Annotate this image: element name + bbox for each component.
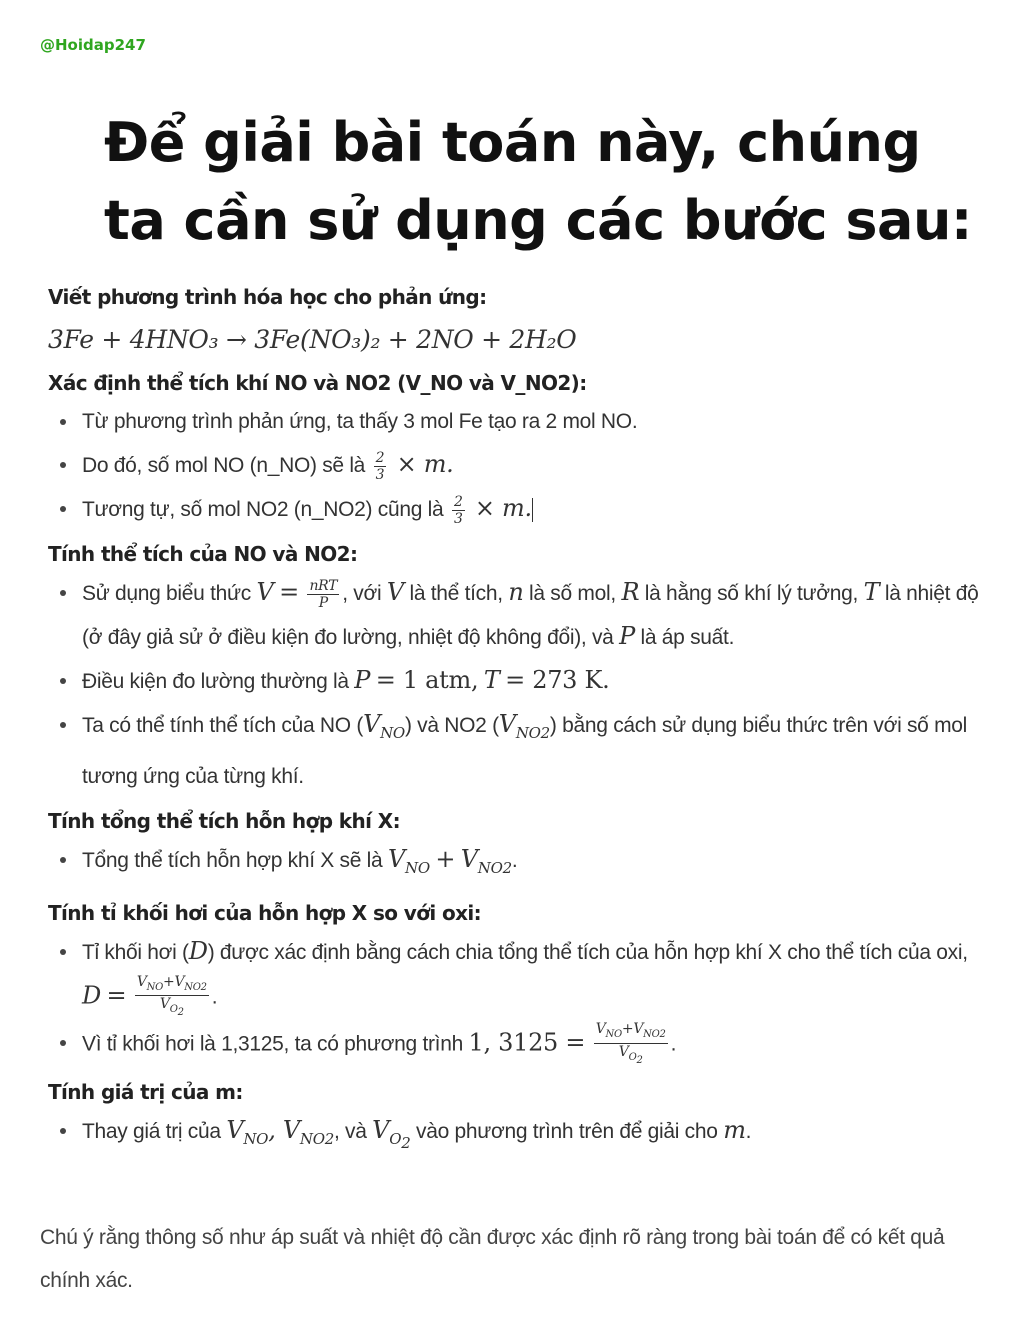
volume-list — [48, 400, 988, 531]
section-heading-volume: Xác định thể tích khí NO và NO2 (V_NO và V_NO2): — [48, 371, 587, 395]
section-heading-equation: Viết phương trình hóa học cho phản ứng: — [48, 285, 487, 309]
page-title — [104, 104, 984, 260]
fraction: $\frac{2}{3}$ — [453, 493, 463, 527]
fraction: $\frac{\text{nRT}}{P}$ — [309, 577, 338, 611]
list-item: Từ phương trình phản ứng, ta thấy 3 mol Fe tạo ra 2 mol NO. — [48, 400, 988, 443]
watermark: @Hoidap247 — [40, 36, 146, 54]
section-heading-m: Tính giá trị của m: — [48, 1079, 243, 1104]
text-cursor — [532, 498, 533, 522]
chemical-equation: 3Fe + 4HNO₃ → 3Fe(NO₃)₂ + 2NO + 2H₂O — [48, 325, 577, 354]
title-line-2: ta cần sử dụng các bước sau: — [104, 189, 973, 252]
fraction: $\frac{V_{NO}+V_{NO2}}{V_{O_2}}$ — [595, 1021, 666, 1066]
list-item: Sử dụng biểu thức V = $\frac{\text{nRT}}{P}$ , với V là thể tích, n là số mol, R là hằng số khí lý tưởng, T là nhiệt độ (ở đây giả sử ở điều kiện đo lường, nhiệt độ không đổi), và P là áp suất. — [48, 571, 988, 659]
list-item: Do đó, số mol NO (n_NO) sẽ là $\frac{2}{3}$ × m. — [48, 443, 988, 487]
section-heading-total: Tính tổng thể tích hỗn hợp khí X: — [48, 808, 400, 833]
volume-calc-list — [48, 571, 988, 798]
list-item: Ta có thể tính thể tích của NO $(V_{NO})$ và NO2 $(V_{NO2})$ bằng cách sử dụng biểu thức trên với số mol tương ứng của từng khí. — [48, 703, 988, 798]
total-list — [48, 838, 988, 890]
list-item: Tổng thể tích hỗn hợp khí X sẽ là $V_{NO} + V_{NO2}$. — [48, 838, 988, 890]
m-list — [48, 1109, 988, 1165]
list-item: Tỉ khối hơi (D) được xác định bằng cách chia tổng thể tích của hỗn hợp khí X cho thể tích của oxi, D = $\frac{V_{NO}+V_{NO2}}{V_{O_2}}$ . — [48, 930, 988, 1022]
list-item: Điều kiện đo lường thường là P = 1 atm, T = 273 K. — [48, 659, 988, 703]
section-heading-density: Tính tỉ khối hơi của hỗn hợp X so với oxi: — [48, 900, 482, 925]
density-list — [48, 930, 988, 1069]
list-item: Tương tự, số mol NO2 (n_NO2) cũng là $\frac{2}{3}$ × m. — [48, 487, 988, 531]
title-line-1: Để giải bài toán này, chúng — [104, 111, 921, 174]
section-heading-volume-calc: Tính thể tích của NO và NO2: — [48, 542, 358, 566]
fraction: $\frac{2}{3}$ — [375, 449, 385, 483]
list-item: Vì tỉ khối hơi là 1,3125, ta có phương trình 1, 3125 = $\frac{V_{NO}+V_{NO2}}{V_{O_2}}$ . — [48, 1021, 988, 1069]
solution-content — [48, 280, 988, 1165]
closing-note: Chú ý rằng thông số như áp suất và nhiệt độ cần được xác định rõ ràng trong bài toán để có kết quả chính xác. — [40, 1226, 945, 1292]
list-item: Thay giá trị của $V_{NO}$, $V_{NO2}$, và $V_{O_2}$ vào phương trình trên để giải cho m. — [48, 1109, 988, 1165]
fraction: $\frac{V_{NO}+V_{NO2}}{V_{O_2}}$ — [136, 973, 207, 1019]
